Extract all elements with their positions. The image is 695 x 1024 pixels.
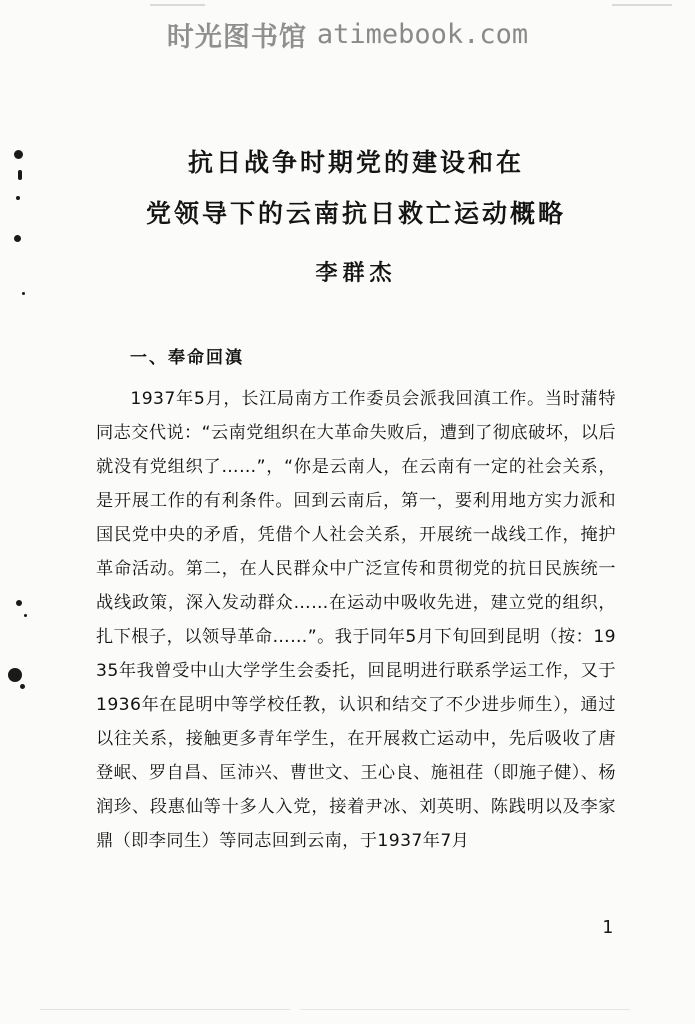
watermark-chinese: 时光图书馆 [166, 21, 307, 53]
page-content [96, 150, 616, 858]
scan-speck [16, 600, 22, 606]
scan-rule-bottom-right [300, 1009, 630, 1010]
scan-rule-top-right [612, 4, 672, 6]
scan-speck [24, 614, 27, 617]
scan-speck [22, 292, 25, 295]
body-paragraph: 1937年5月，长江局南方工作委员会派我回滇工作。当时蒲特同志交代说：“云南党组织在大革命失败后，遭到了彻底破坏，以后就没有党组织了……”，“你是云南人，在云南有一定的社会关系，是开展工作的有利条件。回到云南后，第一，要利用地方实力派和国民党中央的矛盾，凭借个人社会关系，开展统一战线工作，掩护革命活动。第二，在人民群众中广泛宣传和贯彻党的抗日民族统一战线政策，深入发动群众……在运动中吸收先进，建立党的组织，扎下根子，以领导革命……”。我于同年5月下旬回到昆明（按：1935年我曾受中山大学学生会委托，回昆明进行联系学运工作，又于1936年在昆明中等学校任教，认识和结交了不少进步师生），通过以往关系，接触更多青年学生，在开展救亡运动中，先后吸收了唐登岷、罗自昌、匡沛兴、曹世文、王心良、施祖荏（即施子健）、杨润珍、段惠仙等十多人入党，接着尹冰、刘英明、陈践明以及李家鼎（即李同生）等同志回到云南，于1937年7月 [96, 389, 616, 851]
scan-rule-top-left [150, 4, 205, 6]
scan-speck [8, 668, 22, 682]
title-line-2: 党领导下的云南抗日救亡运动概略 [145, 199, 566, 228]
scan-speck [20, 684, 25, 689]
scan-speck [14, 235, 21, 242]
scan-rule-bottom-left [40, 1009, 290, 1010]
body-text [96, 382, 616, 858]
section-heading: 一、奉命回滇 [130, 348, 244, 368]
page-number: 1 [602, 917, 613, 938]
title-line-1: 抗日战争时期党的建设和在 [187, 148, 524, 177]
watermark-latin: atimebook.com [316, 18, 529, 50]
scan-speck [18, 170, 22, 180]
page-title [96, 150, 616, 226]
site-watermark [0, 8, 695, 60]
scan-speck [14, 150, 23, 159]
author-name: 李群杰 [315, 261, 397, 286]
scan-speck [16, 196, 20, 200]
